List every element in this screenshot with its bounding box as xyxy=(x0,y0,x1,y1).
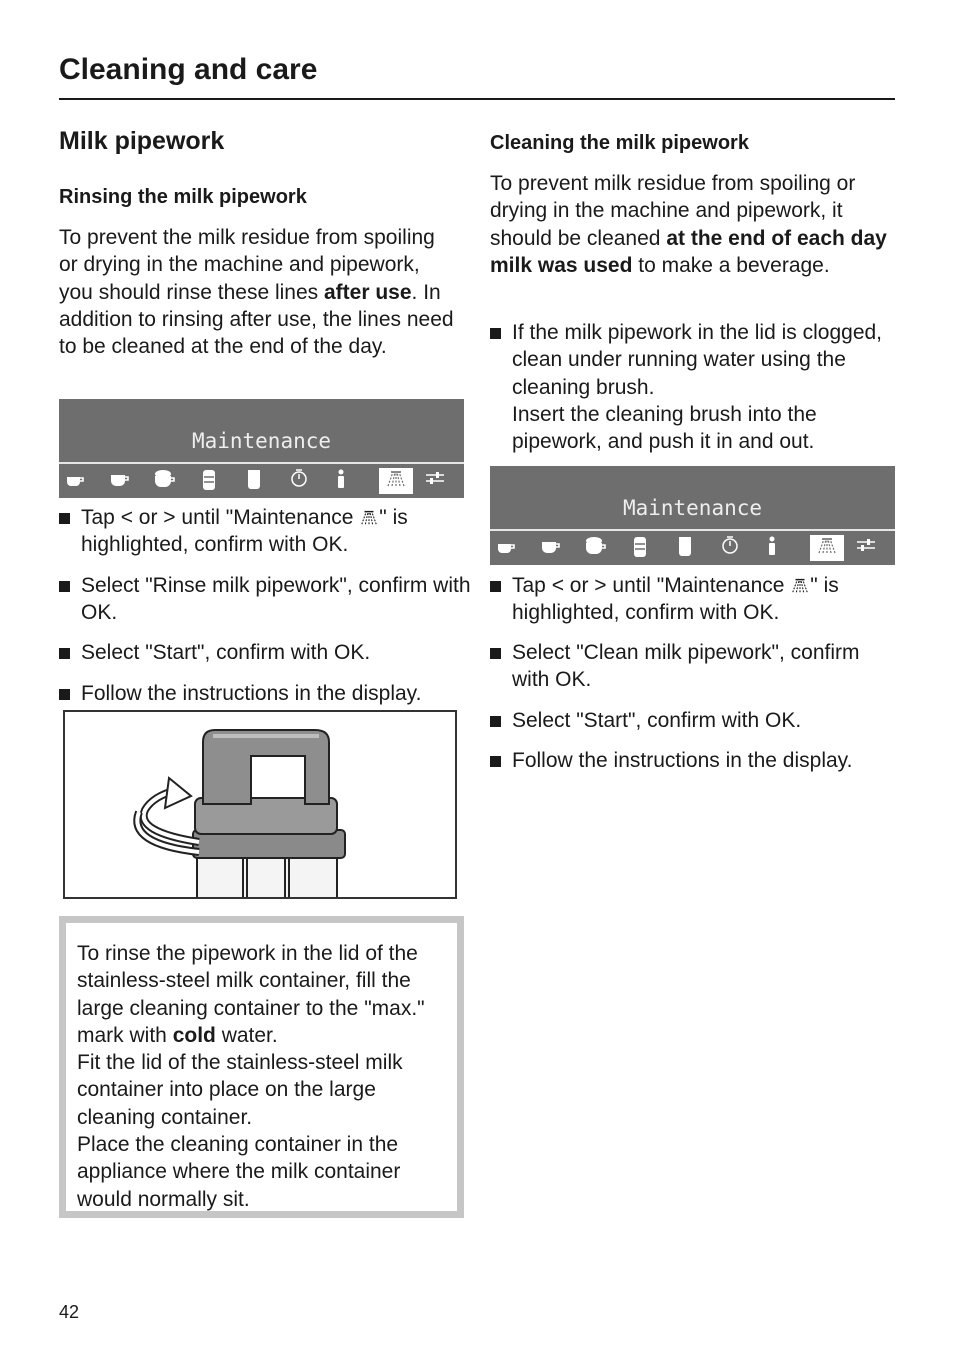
rinse-step-1: Tap < or > until "Maintenance " is highlighted, confirm with OK. xyxy=(59,504,476,559)
hot-water-icon xyxy=(240,468,268,494)
maintenance-icon xyxy=(810,535,844,561)
info-note xyxy=(59,916,464,1218)
hot-milk-icon xyxy=(626,535,654,561)
header-rule xyxy=(59,98,895,100)
hot-water-icon xyxy=(671,535,699,561)
rinse-step-2: Select "Rinse milk pipework", confirm with OK. xyxy=(59,572,476,627)
clean-step-0 xyxy=(490,319,895,455)
clean-step-3: Select "Start", confirm with OK. xyxy=(490,707,895,734)
rinsing-subheading: Rinsing the milk pipework xyxy=(59,186,307,208)
cappuccino-icon xyxy=(581,535,609,561)
timer-icon xyxy=(285,468,313,494)
settings-icon xyxy=(852,535,880,561)
note-content xyxy=(66,923,457,1211)
maintenance-icon xyxy=(790,576,810,594)
note-paragraph-1: To rinse the pipework in the lid of the stainless-steel milk container, fill the large cleaning container to the "max." mark with cold water. xyxy=(77,942,425,1047)
display-icon-bar xyxy=(59,462,464,498)
display-icon-bar xyxy=(490,529,895,565)
coffee-icon xyxy=(536,535,564,561)
maintenance-icon xyxy=(379,468,413,494)
rinse-step-3: Select "Start", confirm with OK. xyxy=(59,639,476,666)
section-heading: Milk pipework xyxy=(59,127,225,155)
cappuccino-icon xyxy=(150,468,178,494)
rinsing-intro: To prevent the milk residue from spoiling or drying in the machine and pipework, you should rinse these lines after use. In addition to rinsing after use, the lines need to be cleaned at the end of the day. xyxy=(59,226,454,359)
hot-milk-icon xyxy=(195,468,223,494)
lid-illustration xyxy=(63,710,457,899)
clean-step-2: Select "Clean milk pipework", confirm with OK. xyxy=(490,639,895,694)
clean-step-0-line-1: If the milk pipework in the lid is clogged, clean under running water using the cleaning brush. xyxy=(512,321,883,399)
clean-step-1: Tap < or > until "Maintenance " is highlighted, confirm with OK. xyxy=(490,572,895,627)
info-icon xyxy=(758,535,786,561)
display-title: Maintenance xyxy=(191,429,332,453)
page-header xyxy=(59,50,895,100)
espresso-icon xyxy=(492,535,520,561)
info-icon xyxy=(327,468,355,494)
display-title: Maintenance xyxy=(622,496,763,520)
rinse-step-4: Follow the instructions in the display. xyxy=(59,680,481,707)
clean-step-4: Follow the instructions in the display. xyxy=(490,747,895,774)
display-panel xyxy=(59,399,464,498)
timer-icon xyxy=(716,535,744,561)
note-paragraph-2: Fit the lid of the stainless-steel milk container into place on the large cleaning container. xyxy=(77,1051,403,1129)
note-paragraph-3: Place the cleaning container in the appliance where the milk container would normally sit. xyxy=(77,1133,401,1211)
page-number: 42 xyxy=(59,1302,80,1322)
settings-icon xyxy=(421,468,449,494)
espresso-icon xyxy=(61,468,89,494)
coffee-icon xyxy=(105,468,133,494)
maintenance-icon xyxy=(359,508,379,526)
display-panel xyxy=(490,466,895,565)
cleaning-subheading: Cleaning the milk pipework xyxy=(490,132,749,154)
cleaning-intro: To prevent milk residue from spoiling or drying in the machine and pipework, it should be cleaned at the end of each day milk was used to make a beverage. xyxy=(490,172,887,277)
page-title: Cleaning and care xyxy=(59,53,318,86)
clean-step-0-line-2: Insert the cleaning brush into the pipework, and push it in and out. xyxy=(512,402,817,454)
